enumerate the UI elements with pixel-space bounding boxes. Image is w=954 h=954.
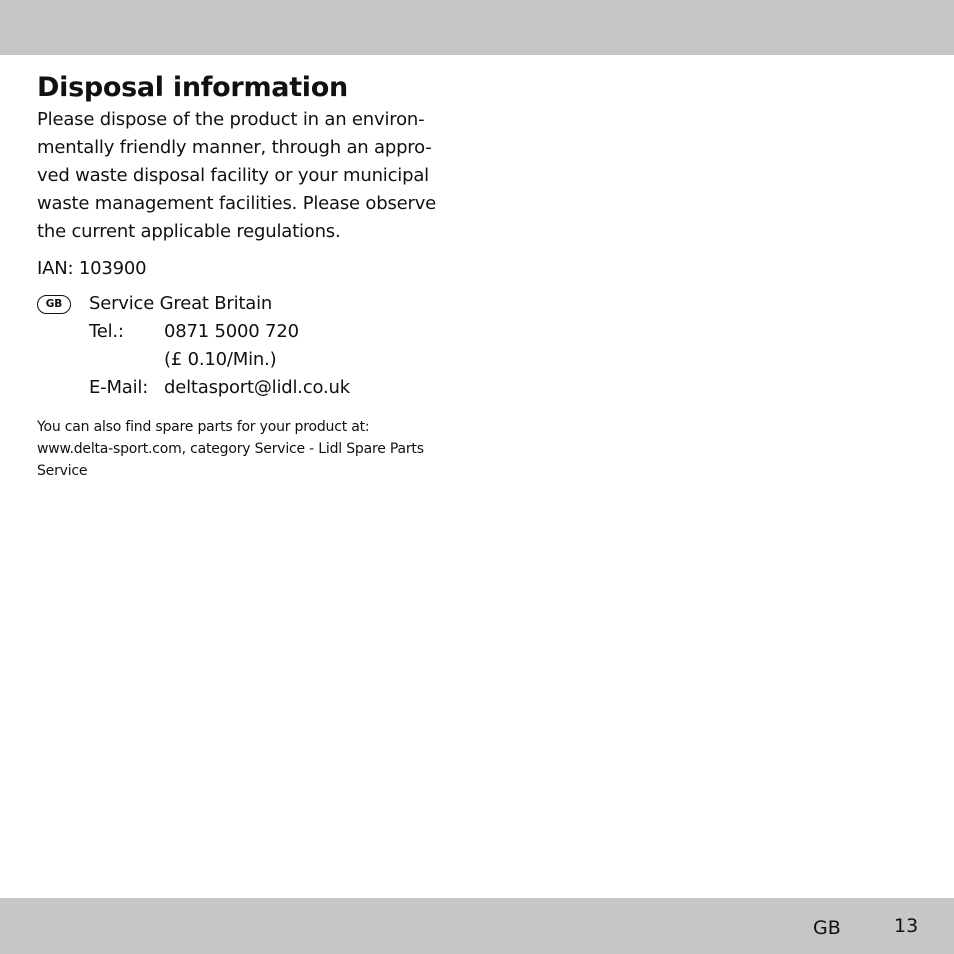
paragraph-line: the current applicable regulations. — [37, 221, 341, 242]
footer-language: GB — [813, 917, 841, 939]
note-line: www.delta-sport.com, category Service - Lidl Spare Parts — [37, 441, 424, 457]
service-contact — [37, 290, 447, 402]
page-number: 13 — [894, 915, 919, 937]
spare-parts-note — [37, 416, 447, 482]
paragraph-line: ved waste disposal facility or your municipal — [37, 165, 429, 186]
section-title: Disposal information — [37, 72, 348, 103]
tel-label: Tel.: — [89, 321, 124, 342]
email-row — [89, 374, 447, 402]
disposal-section — [37, 70, 447, 482]
paragraph-line: Please dispose of the product in an environ- — [37, 109, 425, 130]
disposal-paragraph — [37, 106, 447, 246]
tel-value: 0871 5000 720 — [164, 321, 299, 342]
paragraph-line: waste management facilities. Please observe — [37, 193, 437, 214]
footer-band — [0, 898, 954, 954]
email-value: deltasport@lidl.co.uk — [164, 377, 350, 398]
note-line: You can also find spare parts for your product at: — [37, 419, 370, 435]
tel-row — [89, 318, 447, 346]
ian-number: IAN: 103900 — [37, 258, 147, 279]
email-label: E-Mail: — [89, 377, 149, 398]
paragraph-line: mentally friendly manner, through an appro- — [37, 137, 432, 158]
country-badge-icon: GB — [37, 295, 71, 314]
tel-rate-row — [89, 346, 447, 374]
header-band — [0, 0, 954, 55]
tel-rate: (£ 0.10/Min.) — [164, 349, 277, 370]
service-details — [89, 290, 447, 402]
note-line: Service — [37, 463, 88, 479]
service-title: Service Great Britain — [89, 293, 273, 314]
tel-rate-spacer — [89, 346, 164, 374]
